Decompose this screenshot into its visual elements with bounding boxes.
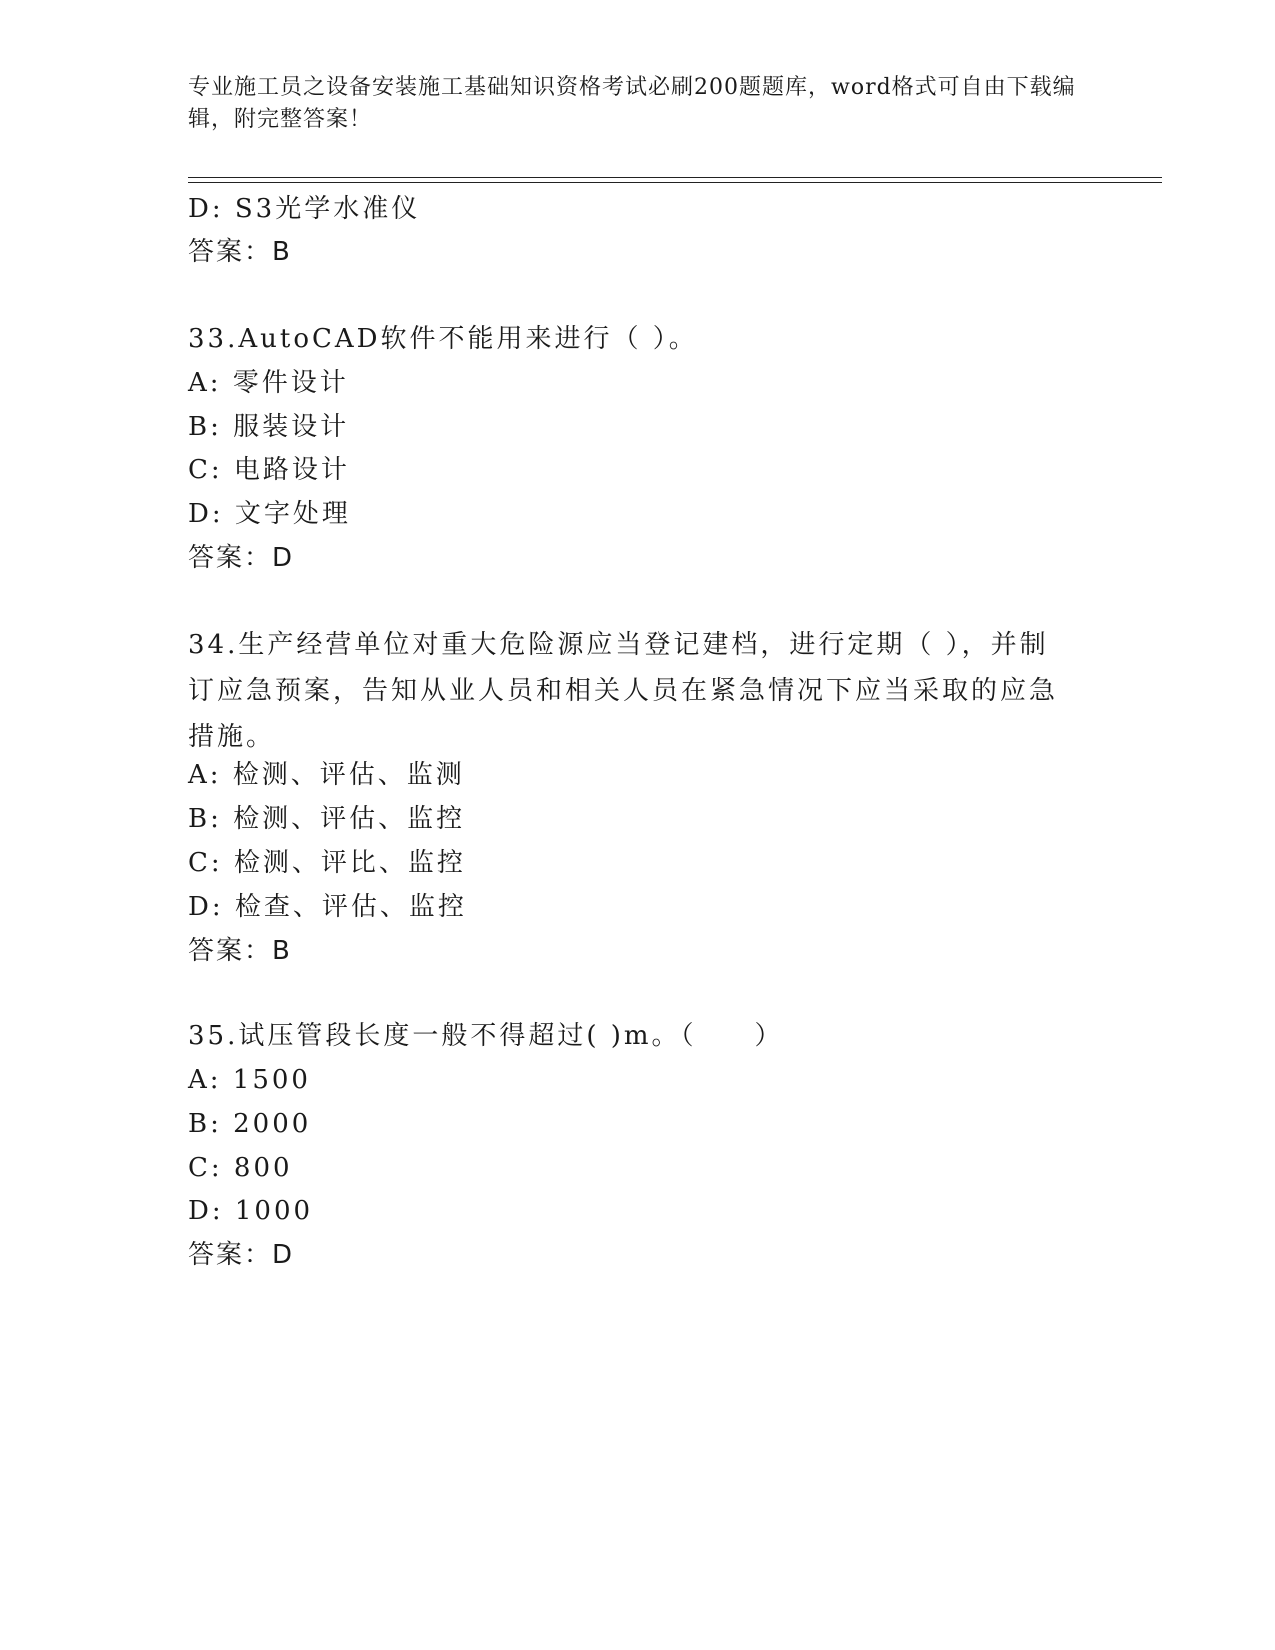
question-35-option-a: A: 1500 bbox=[188, 1065, 311, 1095]
question-34-stem: 34.生产经营单位对重大危险源应当登记建档，进行定期（ ），并制订应急预案，告知从业人员和相关人员在紧急情况下应当采取的应急措施。 bbox=[188, 630, 1059, 752]
question-35-option-b: B: 2000 bbox=[188, 1109, 312, 1139]
question-34-option-b: B: 检测、评估、监控 bbox=[188, 804, 466, 834]
question-33-answer: 答案：D bbox=[188, 543, 295, 573]
question-33-stem: 33.AutoCAD软件不能用来进行（ ）。 bbox=[188, 324, 698, 354]
question-35-stem: 35.试压管段长度一般不得超过( )m。（ ） bbox=[188, 1021, 784, 1051]
question-33-option-a: A: 零件设计 bbox=[188, 368, 349, 398]
question-33-option-c: C: 电路设计 bbox=[188, 455, 350, 485]
question-33-option-d: D: 文字处理 bbox=[188, 499, 351, 529]
question-35-option-c: C: 800 bbox=[188, 1153, 293, 1183]
header-divider-top bbox=[188, 177, 1162, 178]
question-34-option-a: A: 检测、评估、监测 bbox=[188, 760, 465, 790]
question-35-answer: 答案：D bbox=[188, 1240, 295, 1270]
question-35-option-d: D: 1000 bbox=[188, 1196, 314, 1226]
document-header: 专业施工员之设备安装施工基础知识资格考试必刷200题题库，word格式可自由下载编辑，附完整答案！ bbox=[188, 75, 1076, 132]
header-divider-bottom bbox=[188, 182, 1162, 183]
question-34-option-c: C: 检测、评比、监控 bbox=[188, 848, 466, 878]
question-34-answer: 答案：B bbox=[188, 936, 292, 966]
prev-option-d: D: S3光学水准仪 bbox=[188, 194, 421, 224]
question-34-option-d: D: 检查、评估、监控 bbox=[188, 892, 467, 922]
prev-answer: 答案：B bbox=[188, 237, 292, 267]
question-33-option-b: B: 服装设计 bbox=[188, 412, 350, 442]
